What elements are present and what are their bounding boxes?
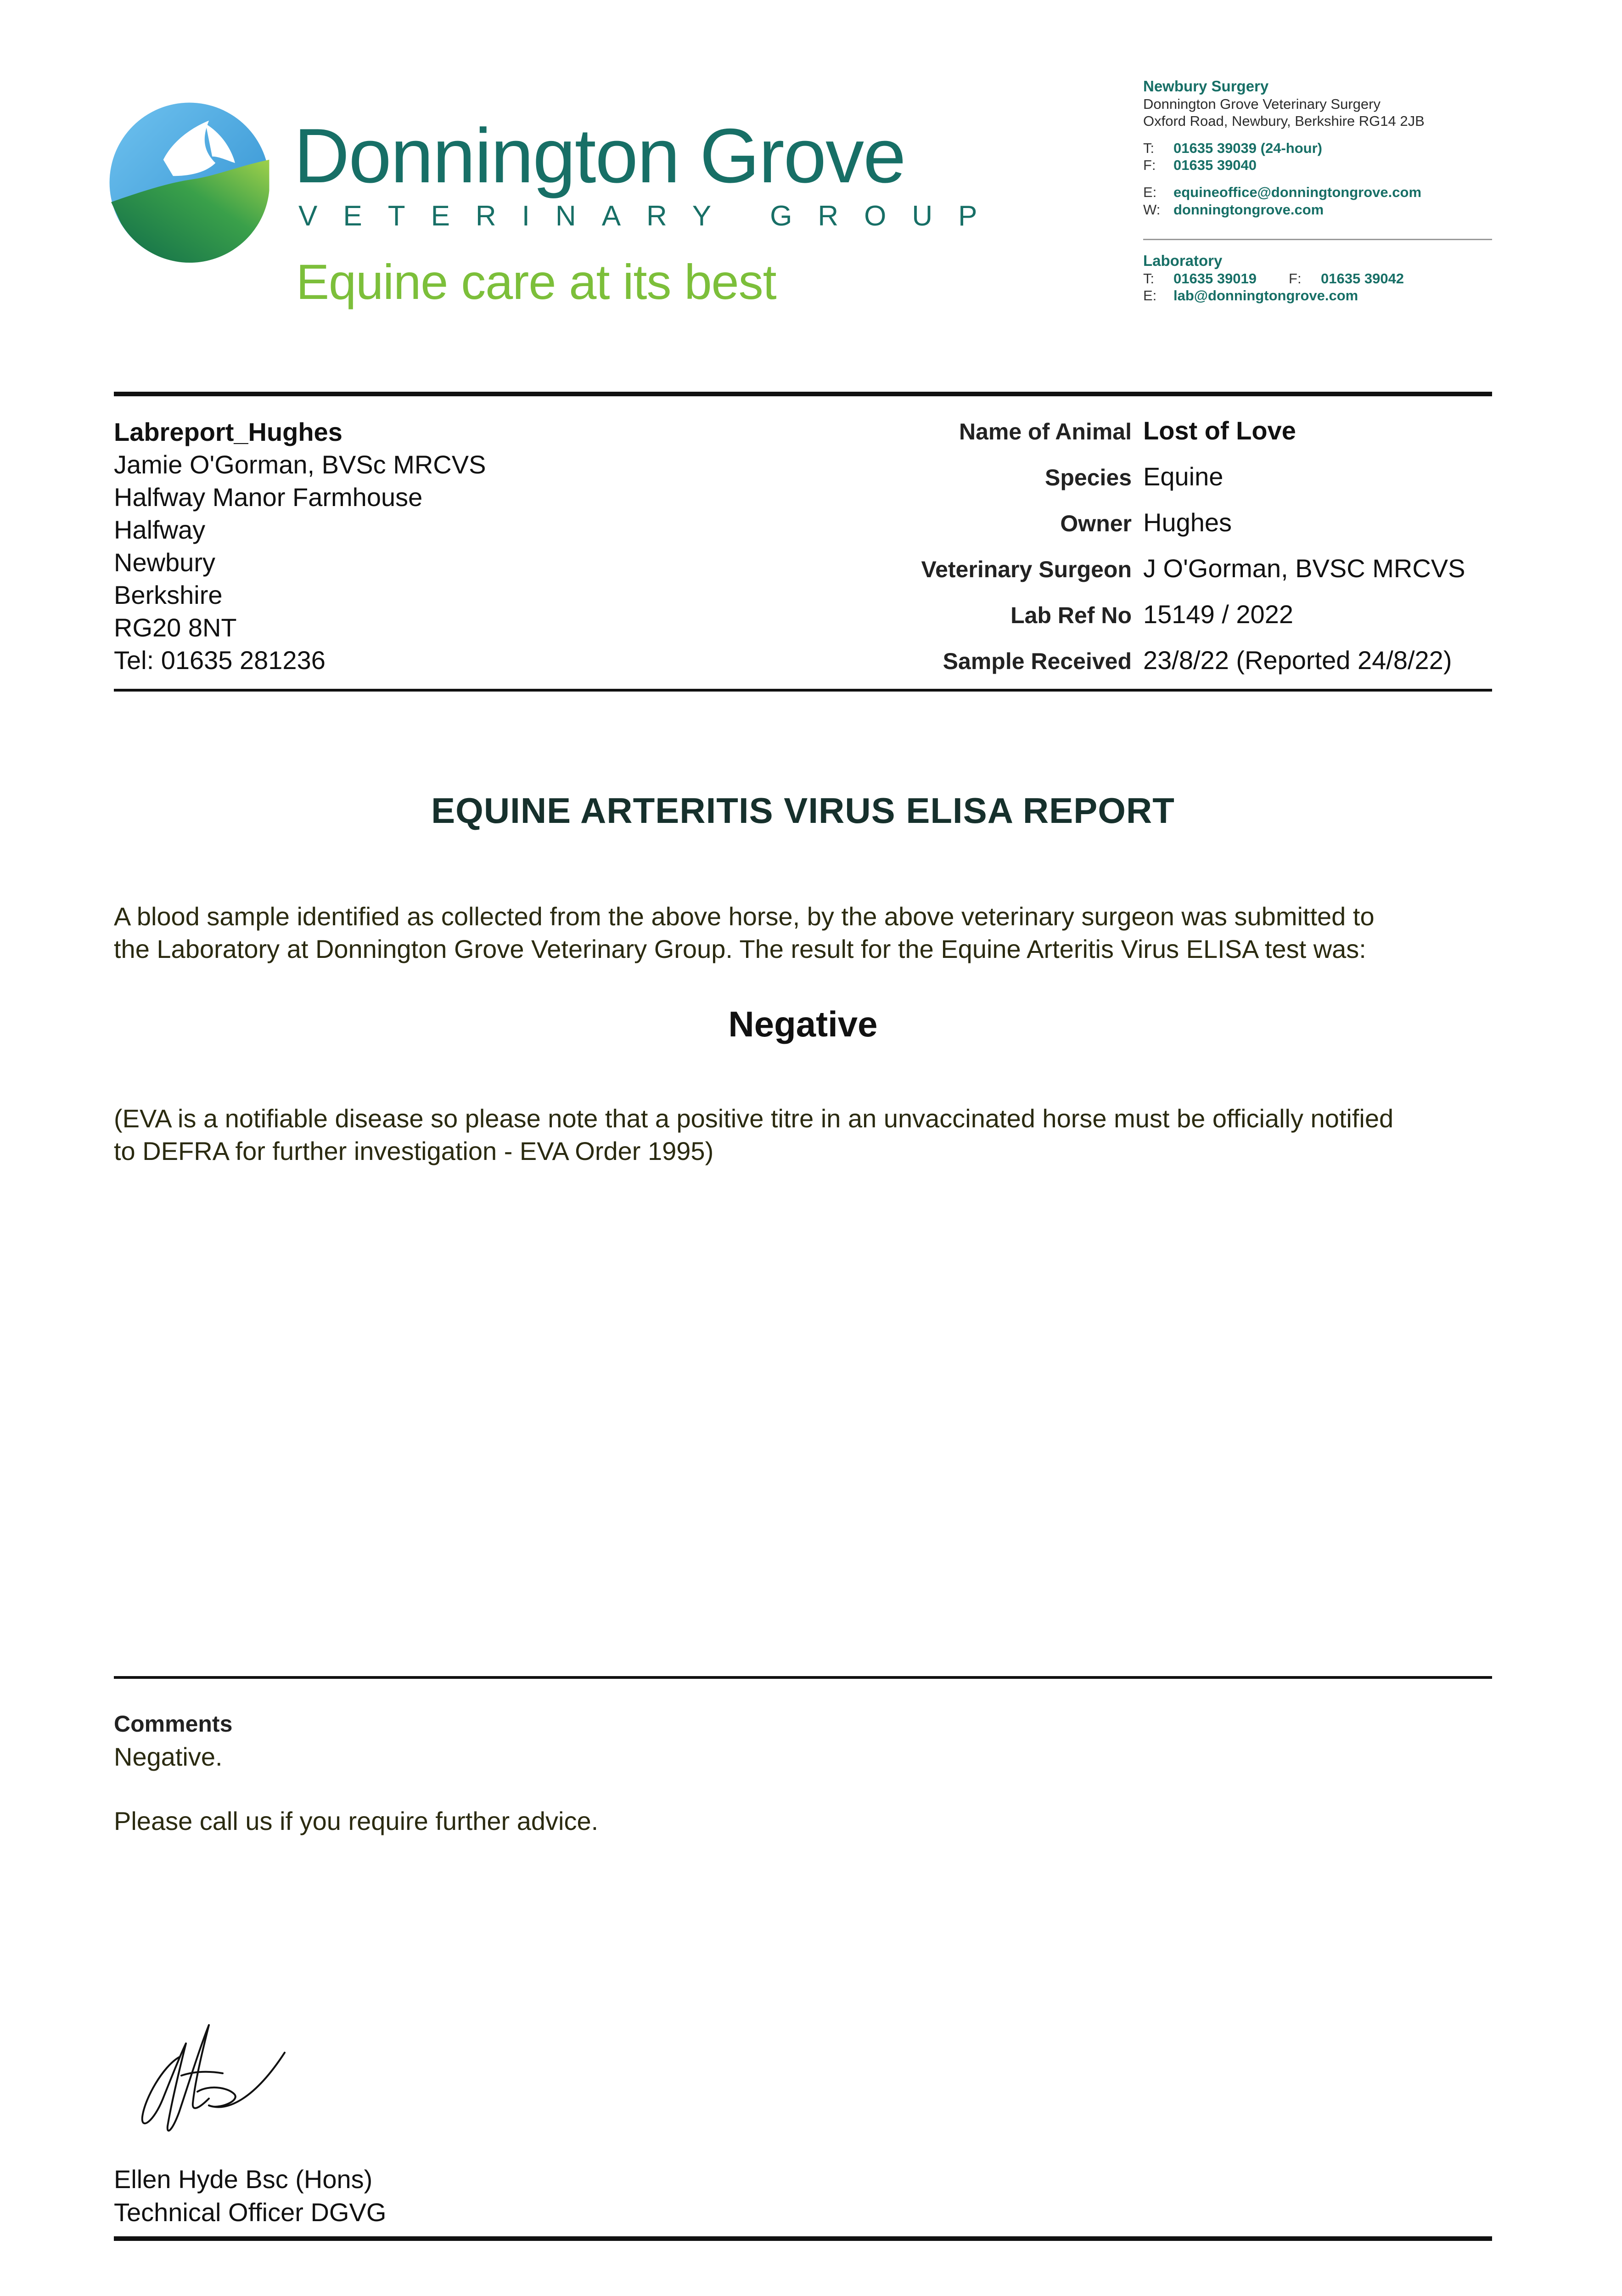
laboratory-tel[interactable]: 01635 39019 [1173,270,1257,287]
comments-rule [114,1676,1492,1679]
test-result: Negative [728,1004,878,1044]
web-label: W: [1143,201,1161,218]
detail-label: Species [1044,465,1132,490]
comments-heading: Comments [114,1711,233,1737]
laboratory-phone-row [1143,270,1404,287]
laboratory-email-link[interactable]: lab@donningtongrove.com [1173,287,1358,304]
recipient-address-line: Newbury [114,548,215,577]
laboratory-title: Laboratory [1143,252,1223,269]
laboratory-contact [1143,252,1404,304]
note-line: (EVA is a notifiable disease so please note that a positive titre in an unvaccinated horse must be officially notified [114,1104,1394,1133]
surgery-fax-row [1143,157,1425,174]
brand-name: Donnington Grove [294,113,905,199]
detail-label: Veterinary Surgeon [921,557,1132,582]
fax-label: F: [1289,270,1302,287]
tel-label: T: [1143,140,1155,156]
detail-value: 23/8/22 (Reported 24/8/22) [1143,646,1452,675]
footer-rule [114,2236,1492,2241]
recipient-name: Jamie O'Gorman, BVSc MRCVS [114,450,486,479]
signatory-role: Technical Officer DGVG [114,2198,387,2227]
signatory-block [114,2163,386,2229]
detail-row-animal [780,416,1497,461]
detail-value: Lost of Love [1143,416,1296,445]
animal-details [780,416,1497,691]
signature-image [135,2007,292,2144]
details-rule [114,689,1492,692]
report-intro-line: the Laboratory at Donnington Grove Veterinary Group. The result for the Equine Arteritis Virus ELISA test was: [114,934,1366,963]
detail-value: Hughes [1143,508,1232,537]
surgery-email-row [1143,184,1425,201]
tel-label: T: [1143,270,1155,287]
contact-divider [1143,239,1492,240]
recipient-block [114,416,486,676]
surgery-contact [1143,77,1425,218]
donnington-grove-logo-icon [108,101,271,264]
recipient-address-line: Halfway Manor Farmhouse [114,483,423,512]
report-reference: Labreport_Hughes [114,417,342,446]
header-rule [114,392,1492,396]
laboratory-email-row [1143,287,1404,304]
surgery-title: Newbury Surgery [1143,78,1269,95]
report-intro [114,900,1500,965]
recipient-address-line: Halfway [114,515,206,544]
surgery-email-link[interactable]: equineoffice@donningtongrove.com [1173,184,1422,201]
detail-value: Equine [1143,462,1224,491]
brand-subtitle: VETERINARY GROUP [298,200,1003,232]
detail-label: Name of Animal [959,419,1132,445]
recipient-tel: Tel: 01635 281236 [114,646,326,675]
surgery-tel-row [1143,140,1425,157]
surgery-fax: 01635 39040 [1173,157,1257,174]
notifiable-disease-note [114,1102,1500,1167]
report-title: EQUINE ARTERITIS VIRUS ELISA REPORT [431,790,1175,831]
surgery-web-link[interactable]: donningtongrove.com [1173,201,1324,218]
signatory-name: Ellen Hyde Bsc (Hons) [114,2165,373,2194]
detail-label: Owner [1060,511,1132,536]
surgery-address-line1: Donnington Grove Veterinary Surgery [1143,96,1381,112]
report-intro-line: A blood sample identified as collected from the above horse, by the above veterinary surgeon was submitted to [114,902,1375,931]
surgery-tel[interactable]: 01635 39039 (24-hour) [1173,140,1322,156]
detail-label: Lab Ref No [1010,602,1132,628]
email-label: E: [1143,184,1157,201]
detail-row-species [780,461,1497,507]
recipient-address-line: Berkshire [114,580,223,609]
detail-label: Sample Received [943,648,1132,674]
detail-row-surgeon [780,553,1497,599]
detail-row-sample-received [780,645,1497,691]
detail-row-owner [780,507,1497,553]
advice-text: Please call us if you require further advice. [114,1806,599,1835]
email-label: E: [1143,287,1157,304]
fax-label: F: [1143,157,1156,174]
surgery-address-line2: Oxford Road, Newbury, Berkshire RG14 2JB [1143,113,1425,129]
brand-tagline: Equine care at its best [296,254,776,310]
detail-value: 15149 / 2022 [1143,600,1293,629]
surgery-web-row [1143,201,1425,218]
comments-text: Negative. [114,1742,223,1771]
detail-row-lab-ref [780,599,1497,645]
laboratory-fax: 01635 39042 [1321,270,1404,287]
detail-value: J O'Gorman, BVSC MRCVS [1143,554,1465,583]
recipient-postcode: RG20 8NT [114,613,237,642]
note-line: to DEFRA for further investigation - EVA Order 1995) [114,1137,714,1165]
